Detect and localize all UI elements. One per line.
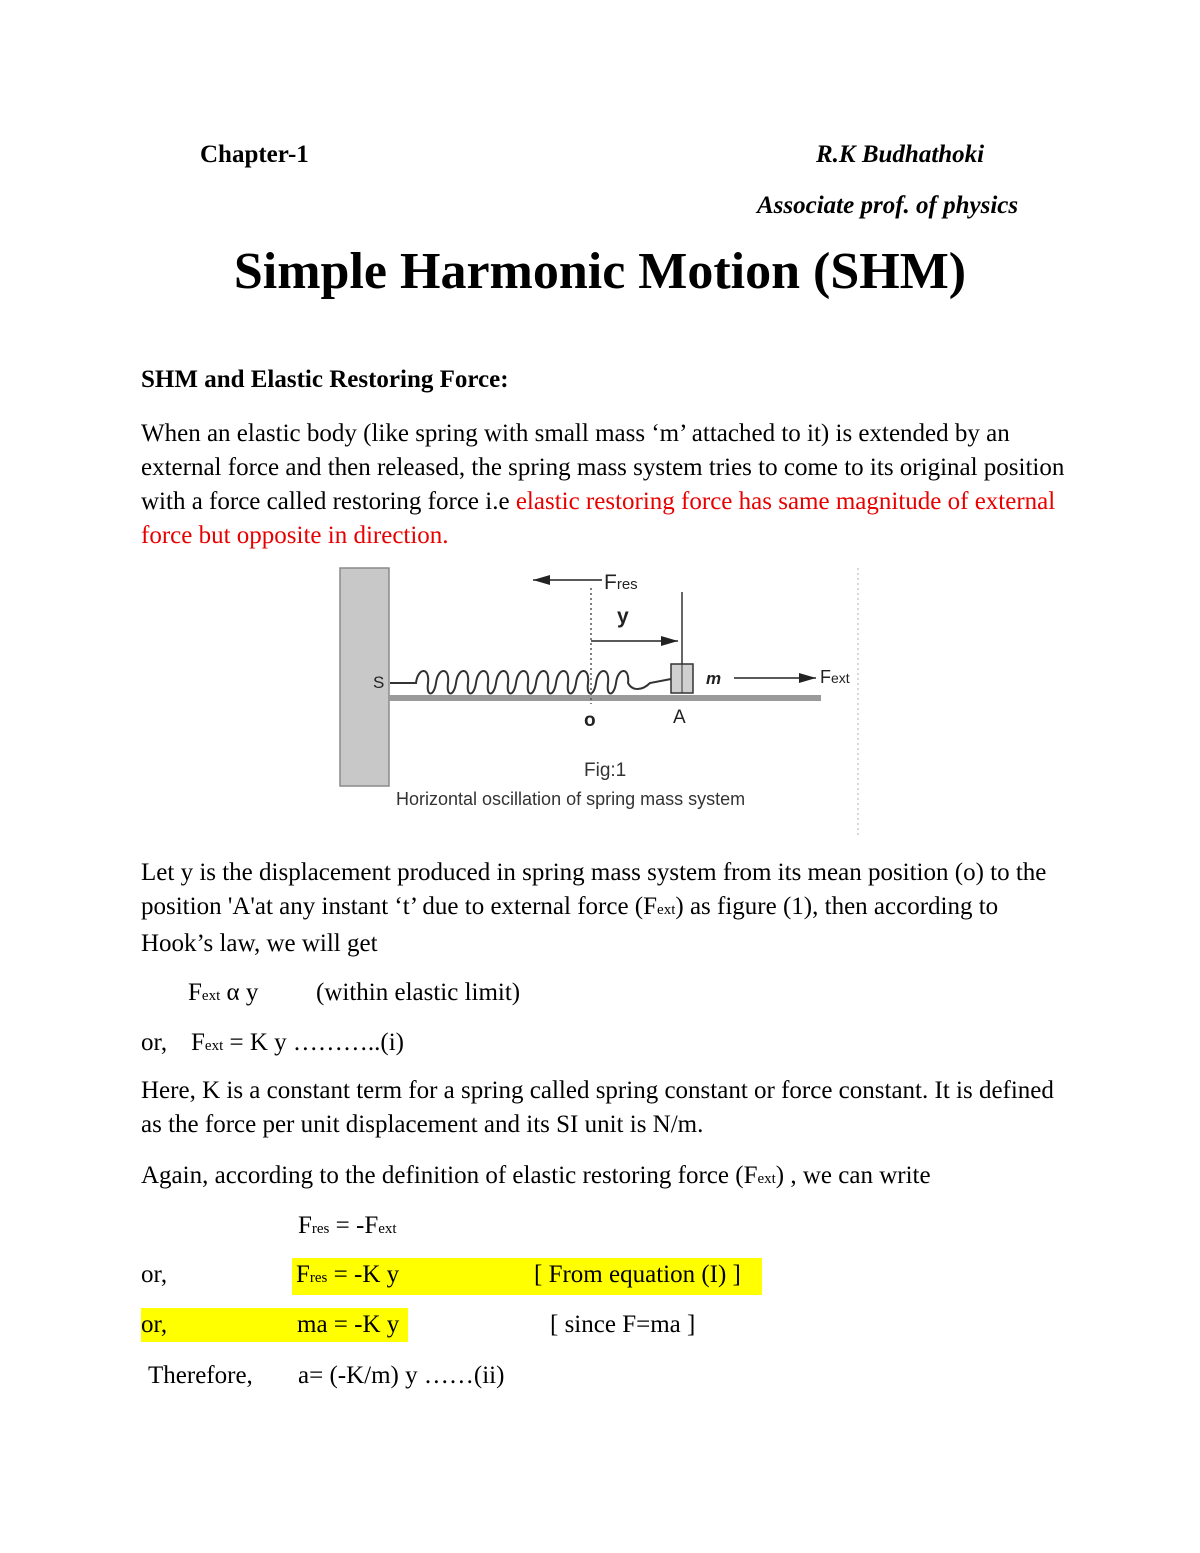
equation-1: Fext α y <box>188 979 259 1006</box>
spring-mass-diagram <box>338 566 863 838</box>
y-arrowhead <box>661 636 678 646</box>
equation-4: Fres = -K y <box>296 1261 400 1288</box>
equation-4-note: [ From equation (I) ] <box>534 1261 741 1288</box>
author-name: R.K Budhathoki <box>816 141 985 168</box>
o-label: o <box>584 710 596 731</box>
page-title: Simple Harmonic Motion (SHM) <box>233 243 967 300</box>
chapter-label: Chapter-1 <box>200 141 309 168</box>
spring-mass-figure <box>338 566 863 838</box>
equation-6: a= (-K/m) y ……(ii) <box>298 1362 505 1389</box>
displacement-paragraph: Let y is the displacement produced in spring mass system from its mean position (o) to the position 'A'at any instant ‘t’ due to external force (Fext) as figure (1), then according to Hook’s law, we will get <box>141 859 1047 957</box>
equation-5-prefix: or, <box>141 1311 168 1338</box>
a-label: A <box>673 707 686 728</box>
equation-2-prefix: or, <box>141 1029 168 1056</box>
equation-5-highlight <box>141 1308 408 1342</box>
equation-5-note: [ since F=ma ] <box>550 1311 696 1338</box>
section-heading: SHM and Elastic Restoring Force: <box>141 366 509 393</box>
y-label: y <box>617 605 629 628</box>
spring-constant-paragraph: Here, K is a constant term for a spring called spring constant or force constant. It is defined as the force per unit displacement and its SI unit is N/m. <box>141 1077 1054 1138</box>
equation-2: Fext = K y ………..(i) <box>191 1029 404 1056</box>
fres-label: Fres <box>604 571 638 594</box>
equation-3: Fres = -Fext <box>298 1212 397 1239</box>
fig-caption: Horizontal oscillation of spring mass system <box>396 789 746 809</box>
spring-coil <box>390 671 671 694</box>
equation-4-prefix: or, <box>141 1261 168 1288</box>
equation-6-prefix: Therefore, <box>148 1362 253 1389</box>
fext-arrowhead <box>799 673 816 683</box>
author-role: Associate prof. of physics <box>757 192 1019 219</box>
equation-1-note: (within elastic limit) <box>316 979 521 1006</box>
intro-highlight-red: elastic restoring force has same magnitude of external force but opposite in direction. <box>141 488 1056 549</box>
m-label: m <box>706 669 722 688</box>
intro-text: When an elastic body (like spring with small mass ‘m’ attached to it) is extended by an external force and then released, the spring mass system tries to come to its original position with a force called restoring force i.e <box>141 420 1065 515</box>
s-label: S <box>373 673 385 692</box>
restoring-force-paragraph: Again, according to the definition of elastic restoring force (Fext) , we can write <box>141 1162 931 1189</box>
equation-5: ma = -K y <box>297 1311 400 1338</box>
intro-paragraph <box>141 417 1071 553</box>
fext-label: Fext <box>820 667 850 687</box>
fres-arrowhead <box>533 575 550 585</box>
fig-number: Fig:1 <box>584 760 627 781</box>
floor-rail <box>389 695 821 701</box>
equation-4-highlight <box>292 1258 762 1295</box>
